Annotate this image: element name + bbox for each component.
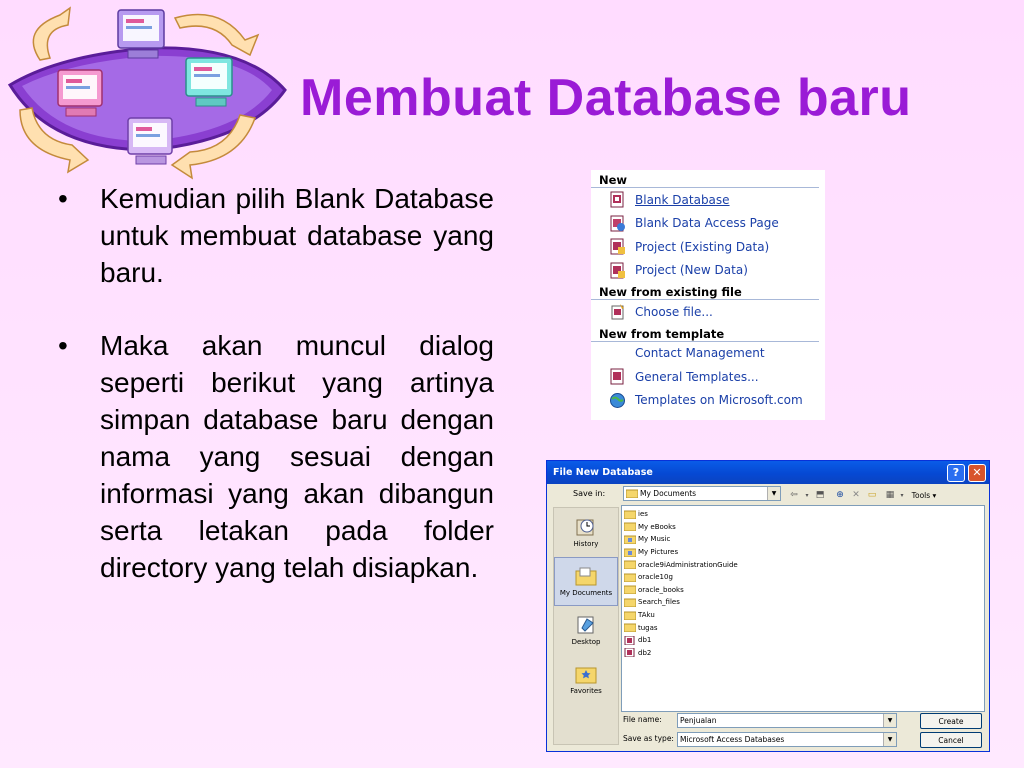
place-label: My Documents [559, 589, 613, 597]
blank-data-access-page-link[interactable] [591, 212, 825, 236]
file-list-item[interactable] [622, 584, 984, 597]
back-dropdown-icon[interactable]: ▾ [805, 491, 809, 499]
choose-file-label: Choose file... [635, 304, 713, 319]
place-label: Favorites [570, 687, 602, 695]
blank-database-label: Blank Database [635, 192, 730, 207]
folder-icon [624, 510, 636, 519]
contact-management-label: Contact Management [635, 346, 765, 361]
choose-file-icon [609, 303, 626, 320]
project-existing-data-link[interactable] [591, 235, 825, 259]
favorites-icon [575, 664, 597, 684]
chevron-down-icon[interactable]: ▼ [767, 487, 780, 500]
section-heading-template: New from template [591, 324, 819, 342]
file-name: My Pictures [638, 548, 679, 557]
project-new-data-link[interactable] [591, 259, 825, 283]
places-bar [553, 507, 619, 745]
create-button[interactable]: Create [920, 713, 982, 729]
project-new-data-label: Project (New Data) [635, 263, 748, 278]
choose-file-link[interactable] [591, 300, 825, 324]
save-in-dropdown[interactable] [623, 486, 781, 501]
place-my-documents[interactable] [554, 557, 618, 606]
file-name: tugas [638, 623, 658, 632]
file-name: oracle9iAdministrationGuide [638, 560, 738, 569]
file-name: TAku [638, 611, 655, 620]
back-arrow-icon[interactable]: ⇦ [790, 490, 798, 500]
file-name: db2 [638, 648, 652, 657]
section-heading-new: New [591, 170, 819, 188]
views-dropdown-icon[interactable]: ▾ [900, 491, 904, 499]
globe-icon [609, 392, 626, 409]
close-button[interactable]: ✕ [968, 464, 986, 482]
file-list[interactable] [621, 505, 985, 712]
save-in-label: Save in: [573, 489, 606, 498]
file-name: oracle_books [638, 585, 684, 594]
save-as-type-label: Save as type: [623, 734, 674, 743]
save-as-type-dropdown[interactable] [677, 732, 897, 747]
file-list-item[interactable] [622, 521, 984, 534]
bullet-symbol: • [58, 330, 68, 361]
templates-microsoft-link[interactable] [591, 389, 825, 413]
blank-database-link[interactable] [591, 188, 825, 212]
file-list-item[interactable] [622, 533, 984, 546]
file-name: oracle10g [638, 573, 673, 582]
new-file-task-pane [591, 170, 825, 420]
delete-icon[interactable]: ✕ [852, 490, 860, 500]
file-name: ies [638, 510, 648, 519]
my-documents-icon [575, 566, 597, 586]
bullet-item [58, 327, 494, 586]
access-database-icon [624, 636, 636, 645]
place-desktop[interactable] [554, 606, 618, 655]
bullet-text: Maka akan muncul dialog seperti berikut yang artinya simpan database baru dengan nama yang sesuai dengan informasi yang akan dibangun serta letakan pada folder directory yang telah disiapkan. [100, 330, 494, 583]
file-list-item[interactable] [622, 558, 984, 571]
file-list-item[interactable] [622, 546, 984, 559]
folder-icon [624, 611, 636, 620]
bullet-list [58, 180, 494, 622]
history-icon [575, 517, 597, 537]
folder-icon [624, 522, 636, 531]
contact-management-link[interactable] [591, 342, 825, 366]
place-history[interactable] [554, 508, 618, 557]
place-favorites[interactable] [554, 655, 618, 704]
file-list-item[interactable] [622, 621, 984, 634]
folder-icon [624, 573, 636, 582]
slide-title: Membuat Database baru [300, 69, 912, 127]
save-as-type-value: Microsoft Access Databases [680, 735, 785, 744]
tools-label: Tools [911, 490, 931, 500]
project-existing-data-label: Project (Existing Data) [635, 239, 770, 254]
file-name-label: File name: [623, 715, 662, 724]
folder-icon [624, 585, 636, 594]
file-list-item[interactable] [622, 596, 984, 609]
file-name: Search_files [638, 598, 680, 607]
file-new-database-dialog [546, 460, 990, 752]
bullet-text: Kemudian pilih Blank Database untuk membuat database yang baru. [100, 183, 494, 288]
file-list-item[interactable] [622, 571, 984, 584]
desktop-icon [575, 615, 597, 635]
tools-menu[interactable]: Tools ▾ [911, 490, 937, 500]
blank-icon-space [609, 345, 626, 362]
up-folder-icon[interactable]: ⬒ [815, 490, 825, 500]
project-existing-icon [609, 238, 626, 255]
templates-microsoft-label: Templates on Microsoft.com [635, 393, 803, 408]
networked-computers-clipart [0, 0, 300, 180]
cancel-button[interactable]: Cancel [920, 732, 982, 748]
blank-database-icon [609, 191, 626, 208]
file-name-value: Penjualan [680, 716, 717, 725]
my-documents-folder-icon [626, 489, 638, 498]
views-icon[interactable]: ▦ [885, 490, 895, 500]
help-button[interactable]: ? [947, 464, 965, 482]
dialog-title: File New Database [553, 467, 653, 478]
file-list-item[interactable] [622, 647, 984, 660]
section-heading-existing: New from existing file [591, 282, 819, 300]
file-list-item[interactable] [622, 508, 984, 521]
chevron-down-icon[interactable]: ▼ [883, 733, 896, 746]
dialog-titlebar[interactable] [547, 461, 989, 484]
file-name: db1 [638, 636, 652, 645]
folder-icon [624, 623, 636, 632]
file-name: My eBooks [638, 522, 676, 531]
general-templates-link[interactable] [591, 365, 825, 389]
general-templates-icon [609, 368, 626, 385]
special-folder-icon [624, 535, 636, 544]
save-in-value: My Documents [640, 489, 697, 498]
blank-data-access-page-label: Blank Data Access Page [635, 216, 779, 231]
file-name-field[interactable] [677, 713, 897, 728]
folder-icon [624, 598, 636, 607]
project-new-icon [609, 262, 626, 279]
special-folder-icon [624, 548, 636, 557]
new-folder-icon[interactable]: ▭ [867, 490, 877, 500]
place-label: History [573, 540, 599, 548]
search-web-icon[interactable]: ⊕ [836, 490, 844, 500]
access-database-icon [624, 648, 636, 657]
general-templates-label: General Templates... [635, 369, 759, 384]
file-name: My Music [638, 535, 671, 544]
folder-icon [624, 560, 636, 569]
bullet-symbol: • [58, 183, 68, 214]
file-list-item[interactable] [622, 634, 984, 647]
file-list-item[interactable] [622, 609, 984, 622]
place-label: Desktop [571, 638, 601, 646]
chevron-down-icon[interactable]: ▼ [883, 714, 896, 727]
data-access-page-icon [609, 215, 626, 232]
bullet-item [58, 180, 494, 291]
